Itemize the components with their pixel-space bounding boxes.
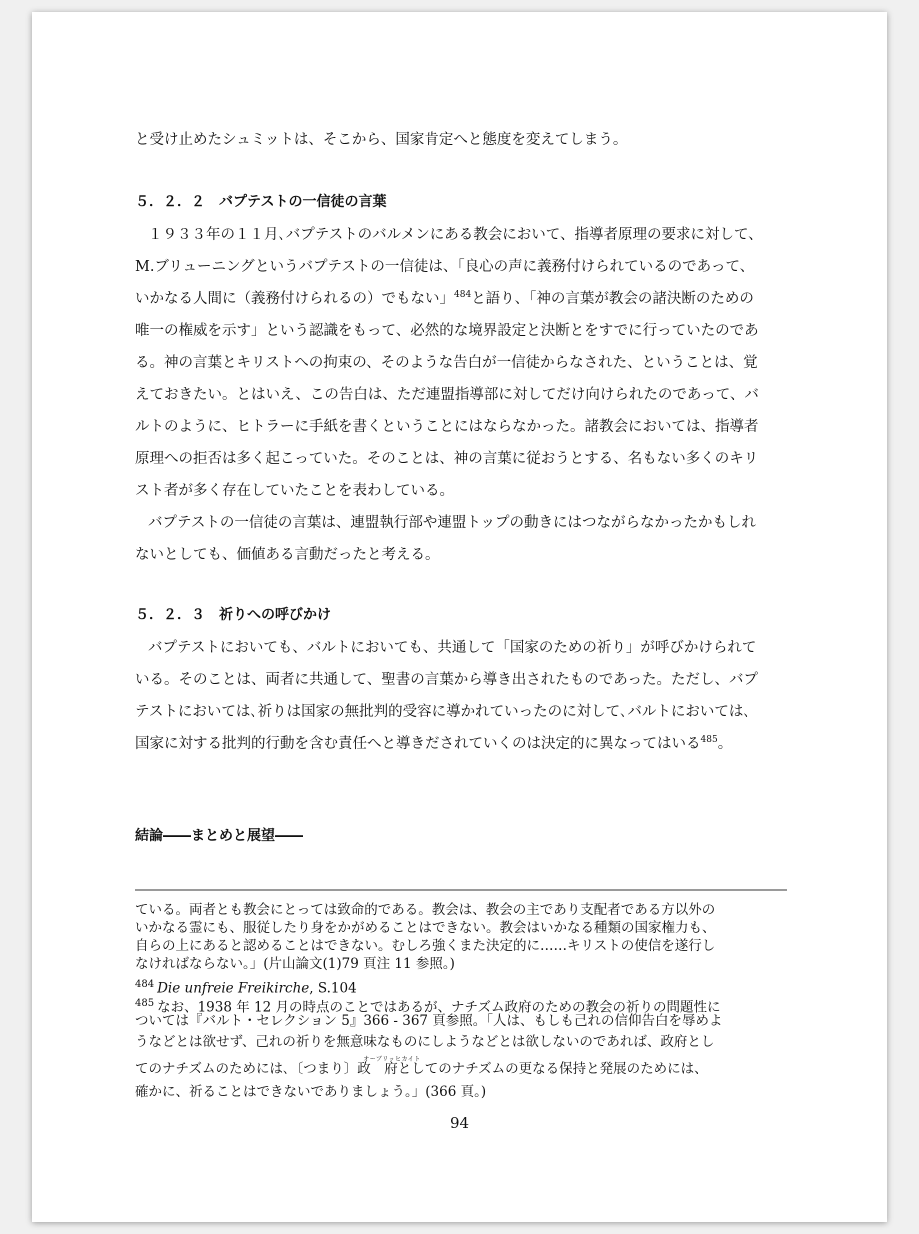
body-line: ないとしても、価値ある言動だったと考える。 <box>135 547 440 563</box>
body-line: バプテストにおいても、バルトにおいても、共通して「国家のための祈り」が呼びかけられて <box>148 640 757 656</box>
footnote-line: 確かに、祈ることはできないでありましょう。」(366 頁。) <box>135 1084 487 1100</box>
body-line: M.ブリューニングというバプテストの一信徒は、「良心の声に義務付けられているのであって、 <box>135 259 755 275</box>
footnote-ref-485: 485 <box>700 735 718 746</box>
body-line: バプテストの一信徒の言葉は、連盟執行部や連盟トップの動きにはつながらなかったかもしれ <box>148 515 756 531</box>
section-heading-5-2-3: ５．２．３ 祈りへの呼びかけ <box>135 607 331 623</box>
footnote-text: てのナチズムのためには､〔つまり〕 <box>135 1061 358 1077</box>
footnote-divider <box>135 889 787 891</box>
body-line: る。神の言葉とキリストへの拘束の、そのような告白が一信徒からなされた、ということは、覚 <box>135 355 758 371</box>
body-line: スト者が多く存在していたことを表わしている。 <box>135 483 454 499</box>
footnote-number: 484 <box>135 979 155 990</box>
body-text: と語り、「神の言葉が教会の諸決断のための <box>471 291 754 307</box>
page-number: 94 <box>449 1114 470 1132</box>
body-text: 国家に対する批判的行動を含む責任へと導きだされていくのは決定的に異なってはいる <box>135 736 701 752</box>
body-line: １９３３年の１１月､バプテストのバルメンにある教会において、指導者原理の要求に対して、 <box>148 227 763 243</box>
footnote-line: ついては『バルト・セレクション 5』366 - 367 頁参照。「人は、もしも己れの信仰告白を辱めよ <box>135 1013 723 1029</box>
footnote-ref-484: 484 <box>454 290 472 301</box>
conclusion-heading: 結論――まとめと展望―― <box>135 828 303 844</box>
footnote-line: いかなる霊にも、服従したり身をかがめることはできない。教会はいかなる種類の国家権力も、 <box>135 920 716 936</box>
body-line: いる。そのことは、両者に共通して、聖書の言葉から導き出されたものであった。ただし、バプ <box>135 672 759 688</box>
body-text: いかなる人間に（義務付けられるの）でもない」 <box>135 291 454 307</box>
footnote-line: うなどとは欲せず、己れの祈りを無意味なものにしようなどとは欲しないのであれば、政府とし <box>135 1034 715 1050</box>
body-line: 原理への拒否は多く起こっていた。そのことは、神の言葉に従おうとする、名もない多くのキリ <box>135 451 759 467</box>
section-heading-5-2-2: ５．２．２ バプテストの一信徒の言葉 <box>135 194 387 210</box>
footnote-text: としてのナチズムの更なる保持と発展のためには、 <box>397 1061 708 1077</box>
footnote-line: なければならない。」(片山論文(1)79 頁注 11 参照。) <box>135 956 455 972</box>
body-line <box>135 735 732 753</box>
body-line: えておきたい。とはいえ、この告白は、ただ連盟指導部に対してだけ向けられたのであって、バ <box>135 387 759 403</box>
ruby-base: 政 府 <box>357 1061 398 1077</box>
footnote-number: 485 <box>135 998 155 1009</box>
document-page <box>32 12 887 1222</box>
body-line: 唯一の権威を示す」という認識をもって、必然的な境界設定と決断とをすでに行っていたのであ <box>135 323 759 339</box>
body-line: と受け止めたシュミットは、そこから、国家肯定へと態度を変えてしまう。 <box>135 132 628 148</box>
footnote-line: ている。両者とも教会にとっては致命的である。教会は、教会の主であり支配者である方以外の <box>135 902 716 918</box>
body-text: 。 <box>717 736 733 752</box>
ruby-reading: オーブリッヒカイト <box>363 1056 421 1063</box>
body-line: テストにおいては､祈りは国家の無批判的受容に導かれていったのに対して､バルトにおいては､ <box>135 704 751 720</box>
footnote-text: なお、1938 年 12 月の時点のことではあるが、ナチズム政府のための教会の祈りの問題性に <box>157 999 721 1016</box>
footnote-line: 自らの上にあると認めることはできない。むしろ強くまた決定的に……キリストの使信を遂行し <box>135 938 716 954</box>
footnote-text: , S.104 <box>309 980 357 997</box>
body-line <box>135 290 754 308</box>
ruby-annotated-word <box>357 1056 421 1078</box>
body-line: ルトのように、ヒトラーに手紙を書くということにはならなかった。諸教会においては、指導者 <box>135 419 759 435</box>
footnote-line <box>135 1056 708 1078</box>
footnote-title: Die unfreie Freikirche <box>157 980 310 997</box>
